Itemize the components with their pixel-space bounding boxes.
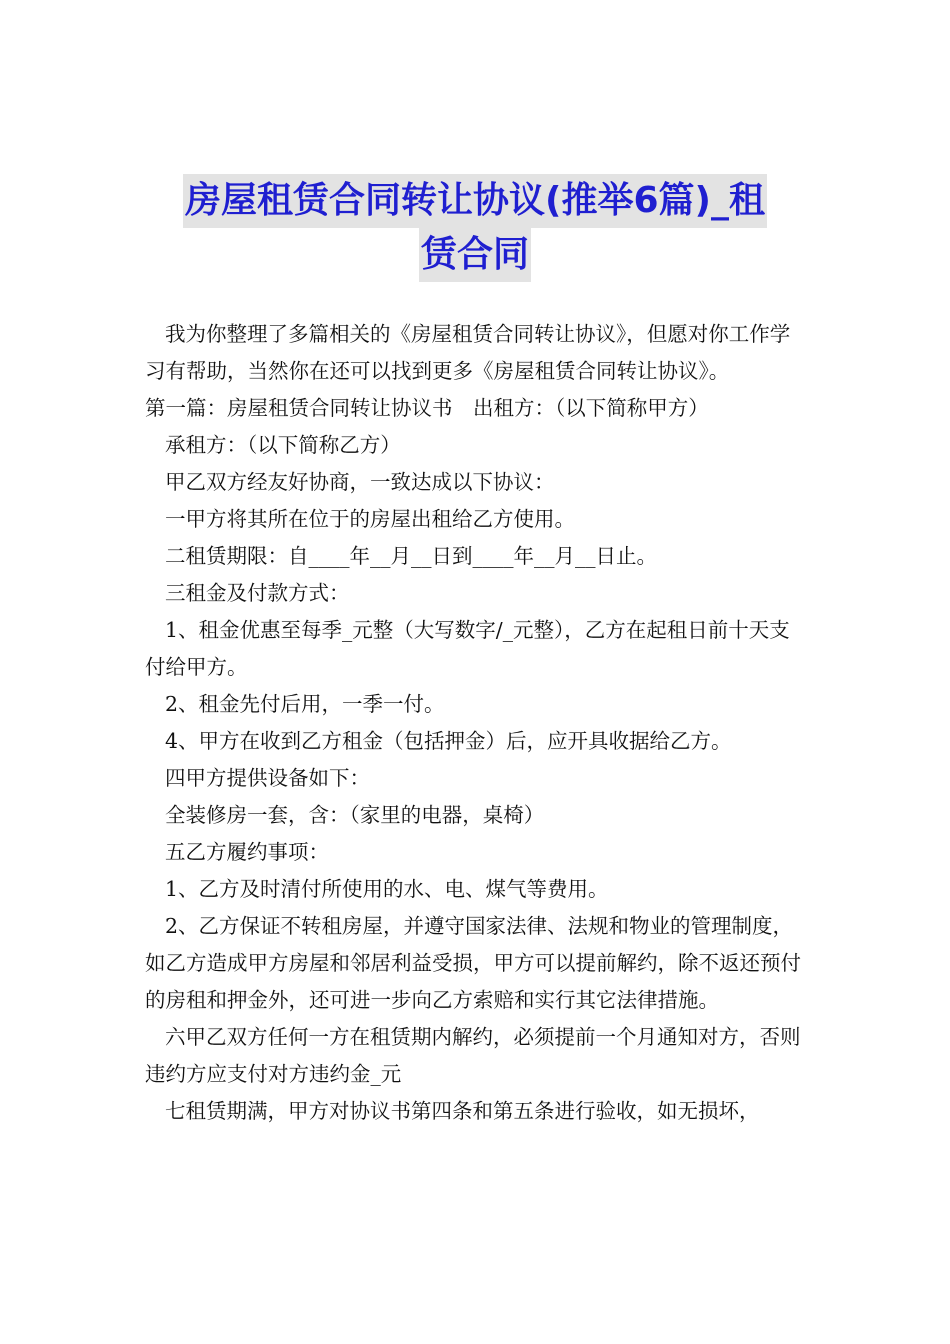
paragraph: 三租金及付款方式： — [165, 581, 350, 605]
paragraph: 1、租金优惠至每季_元整（大写数字/_元整），乙方在起租日前十天支付给甲方。 — [145, 618, 790, 679]
paragraph: 六甲乙双方任何一方在租赁期内解约，必须提前一个月通知对方，否则违约方应支付对方违约金_元 — [145, 1025, 801, 1086]
paragraph: 承租方：（以下简称乙方） — [165, 433, 401, 457]
paragraph: 四甲方提供设备如下： — [165, 766, 370, 790]
title-line-2: 赁合同 — [419, 228, 531, 282]
document-title — [140, 174, 810, 282]
paragraph: 2、乙方保证不转租房屋，并遵守国家法律、法规和物业的管理制度，如乙方造成甲方房屋和邻居利益受损，甲方可以提前解约，除不返还预付的房租和押金外，还可进一步向乙方索赔和实行其它法律措施。 — [145, 914, 801, 1012]
title-line-1: 房屋租赁合同转让协议(推举6篇)_租 — [183, 174, 767, 228]
paragraph: 第一篇：房屋租赁合同转让协议书 出租方：（以下简称甲方） — [145, 396, 709, 420]
paragraph: 甲乙双方经友好协商，一致达成以下协议： — [165, 470, 555, 494]
paragraph: 4、甲方在收到乙方租金（包括押金）后，应开具收据给乙方。 — [165, 729, 732, 753]
paragraph: 我为你整理了多篇相关的《房屋租赁合同转让协议》，但愿对你工作学习有帮助，当然你在还可以找到更多《房屋租赁合同转让协议》。 — [145, 322, 791, 383]
paragraph: 1、乙方及时清付所使用的水、电、煤气等费用。 — [165, 877, 609, 901]
paragraph: 全装修房一套，含：（家里的电器，桌椅） — [165, 803, 545, 827]
paragraph: 2、租金先付后用，一季一付。 — [165, 692, 445, 716]
paragraph: 二租赁期限：自____年__月__日到____年__月__日止。 — [165, 544, 657, 568]
paragraph: 七租赁期满，甲方对协议书第四条和第五条进行验收，如无损坏， — [165, 1099, 760, 1123]
paragraph: 一甲方将其所在位于的房屋出租给乙方使用。 — [165, 507, 575, 531]
document-body — [145, 316, 810, 1130]
paragraph: 五乙方履约事项： — [165, 840, 329, 864]
